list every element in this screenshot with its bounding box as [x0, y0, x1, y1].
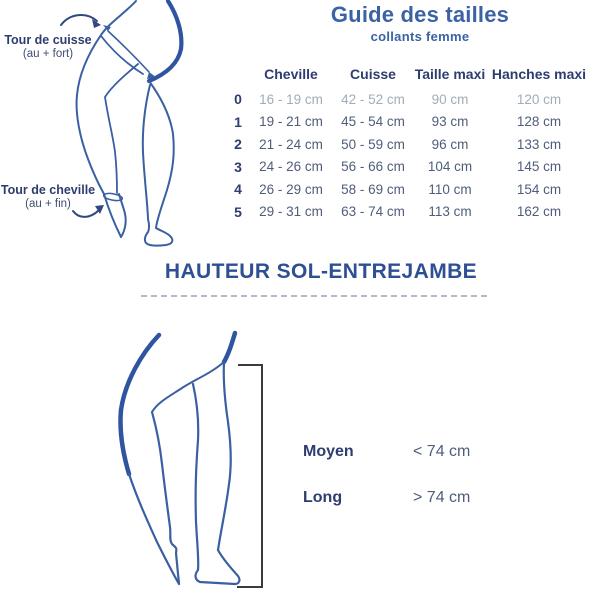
cheville-cell: 19 - 21 cm: [259, 114, 323, 130]
size-cell: 3: [234, 158, 242, 175]
cuisse-cell: 50 - 59 cm: [341, 136, 405, 152]
cheville-cell: 29 - 31 cm: [259, 204, 323, 220]
cheville-cell: 21 - 24 cm: [259, 136, 323, 152]
legs-diagram-bottom: [95, 322, 285, 600]
size-table-header-row: [226, 64, 592, 84]
cuisse-cell: 56 - 66 cm: [341, 159, 405, 175]
page-title: Guide des tailles: [330, 2, 510, 27]
option-long: [303, 489, 503, 509]
size-table: [226, 64, 592, 223]
hanches-maxi-cell: 154 cm: [516, 181, 562, 197]
cheville-cell: 24 - 26 cm: [259, 159, 323, 175]
header-cuisse: Cuisse: [350, 66, 396, 82]
table-row: [226, 88, 592, 111]
size-table-body: [226, 88, 592, 223]
inseam-section-heading: HAUTEUR SOL-ENTREJAMBE: [164, 260, 478, 283]
hanches-maxi-cell: 162 cm: [516, 204, 562, 220]
ankle-measure-label: Tour de cheville: [0, 183, 96, 197]
taille-maxi-cell: 96 cm: [431, 136, 469, 152]
option-moyen-value: < 74 cm: [413, 443, 471, 460]
thigh-measure-label: Tour de cuisse: [4, 33, 92, 47]
option-long-label: Long: [303, 489, 343, 506]
ankle-measure-note: (au + fin): [25, 198, 71, 210]
table-row: [226, 111, 592, 134]
table-row: [226, 133, 592, 156]
cuisse-cell: 42 - 52 cm: [341, 91, 405, 107]
cheville-cell: 16 - 19 cm: [259, 91, 323, 107]
taille-maxi-cell: 110 cm: [428, 181, 472, 197]
header-taille-maxi: Taille maxi: [414, 66, 486, 82]
cuisse-cell: 63 - 74 cm: [341, 204, 405, 220]
table-row: [226, 178, 592, 201]
thigh-measure-note: (au + fort): [22, 48, 74, 60]
option-long-value: > 74 cm: [413, 489, 471, 506]
cheville-cell: 26 - 29 cm: [259, 181, 323, 197]
hanches-maxi-cell: 133 cm: [516, 136, 562, 152]
size-cell: 4: [234, 181, 242, 198]
table-row: [226, 156, 592, 179]
header-cheville: Cheville: [264, 66, 318, 82]
cuisse-cell: 45 - 54 cm: [341, 114, 405, 130]
option-moyen-label: Moyen: [303, 443, 354, 460]
size-cell: 5: [234, 203, 242, 220]
taille-maxi-cell: 113 cm: [428, 204, 472, 220]
header-hanches-maxi: Hanches maxi: [491, 66, 587, 82]
dashed-divider: [141, 295, 487, 297]
taille-maxi-cell: 104 cm: [427, 159, 473, 175]
hanches-maxi-cell: 128 cm: [516, 114, 562, 130]
inseam-bracket: [237, 365, 262, 587]
option-moyen: [303, 443, 503, 463]
table-row: [226, 201, 592, 224]
taille-maxi-cell: 90 cm: [431, 91, 469, 107]
taille-maxi-cell: 93 cm: [431, 114, 469, 130]
hanches-maxi-cell: 120 cm: [516, 91, 562, 107]
page-subtitle: collants femme: [370, 29, 470, 44]
size-cell: 2: [234, 136, 242, 153]
hanches-maxi-cell: 145 cm: [516, 159, 562, 175]
thigh-arrow-icon: [61, 15, 101, 28]
size-cell: 1: [234, 113, 242, 130]
size-cell: 0: [234, 91, 242, 108]
cuisse-cell: 58 - 69 cm: [341, 181, 405, 197]
